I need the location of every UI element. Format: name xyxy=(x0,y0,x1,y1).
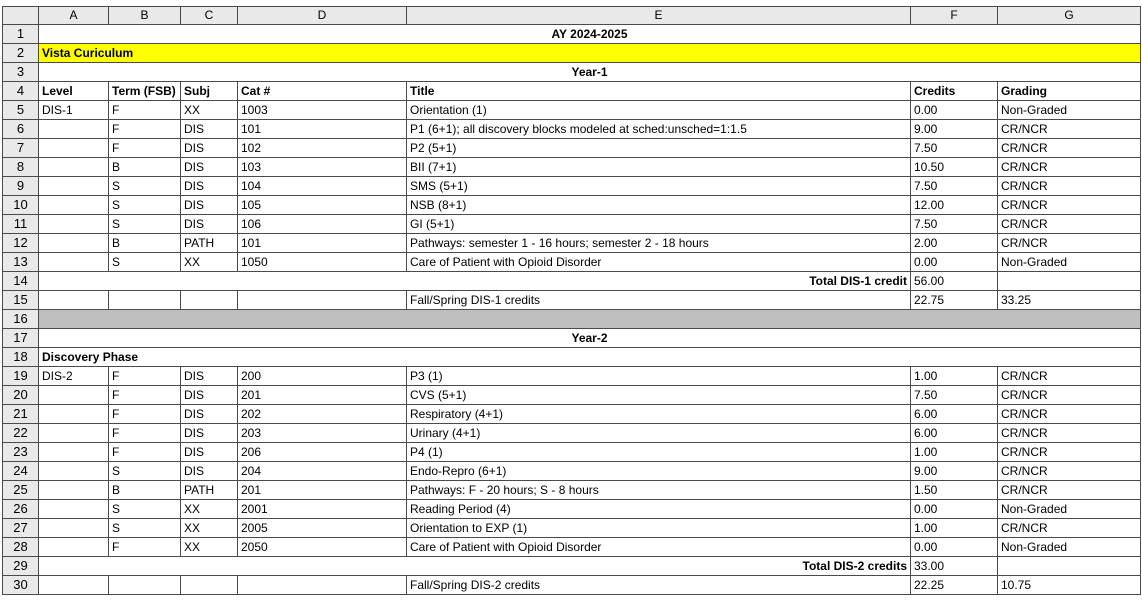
course-title-cell[interactable]: Respiratory (4+1) xyxy=(407,405,911,424)
row-header[interactable]: 18 xyxy=(3,348,39,367)
course-credits-cell[interactable]: 1.00 xyxy=(911,443,998,462)
empty-cell[interactable] xyxy=(109,291,181,310)
course-cat-cell[interactable]: 2005 xyxy=(238,519,407,538)
row-header[interactable]: 19 xyxy=(3,367,39,386)
course-grading-cell[interactable]: CR/NCR xyxy=(998,196,1141,215)
course-subj-cell[interactable]: DIS xyxy=(181,367,238,386)
fallspring-label-cell[interactable]: Fall/Spring DIS-2 credits xyxy=(407,576,911,595)
row-header[interactable]: 17 xyxy=(3,329,39,348)
course-row xyxy=(3,234,1141,253)
header-credits-cell[interactable]: Credits xyxy=(911,82,998,101)
row-header[interactable]: 22 xyxy=(3,424,39,443)
row-header[interactable]: 7 xyxy=(3,139,39,158)
header-term-cell[interactable]: Term (FSB) xyxy=(109,82,181,101)
course-grading-cell[interactable]: Non-Graded xyxy=(998,538,1141,557)
course-term-cell[interactable]: S xyxy=(109,500,181,519)
course-credits-cell[interactable]: 1.00 xyxy=(911,519,998,538)
course-level-cell[interactable]: DIS-2 xyxy=(39,367,109,386)
row-header[interactable]: 16 xyxy=(3,310,39,329)
course-row xyxy=(3,443,1141,462)
separator-row xyxy=(3,310,1141,329)
course-grading-cell[interactable]: CR/NCR xyxy=(998,234,1141,253)
spreadsheet xyxy=(0,6,1142,606)
course-subj-cell[interactable]: XX xyxy=(181,253,238,272)
course-term-cell[interactable]: F xyxy=(109,405,181,424)
course-credits-cell[interactable]: 7.50 xyxy=(911,177,998,196)
course-term-cell[interactable]: F xyxy=(109,101,181,120)
course-credits-cell[interactable]: 0.00 xyxy=(911,253,998,272)
course-title-cell[interactable]: GI (5+1) xyxy=(407,215,911,234)
course-title-cell[interactable]: Pathways: semester 1 - 16 hours; semester 2 - 18 hours xyxy=(407,234,911,253)
course-cat-cell[interactable]: 2001 xyxy=(238,500,407,519)
course-cat-cell[interactable]: 203 xyxy=(238,424,407,443)
course-term-cell[interactable]: S xyxy=(109,215,181,234)
row-header[interactable]: 20 xyxy=(3,386,39,405)
course-grading-cell[interactable]: Non-Graded xyxy=(998,500,1141,519)
course-title-cell[interactable]: P1 (6+1); all discovery blocks modeled at sched:unsched=1:1.5 xyxy=(407,120,911,139)
course-term-cell[interactable]: S xyxy=(109,196,181,215)
course-cat-cell[interactable]: 1003 xyxy=(238,101,407,120)
course-row xyxy=(3,405,1141,424)
column-header-d[interactable]: D xyxy=(238,7,407,25)
course-title-cell[interactable]: Care of Patient with Opioid Disorder xyxy=(407,538,911,557)
row-header[interactable]: 5 xyxy=(3,101,39,120)
course-title-cell[interactable]: Orientation to EXP (1) xyxy=(407,519,911,538)
header-subj-cell[interactable]: Subj xyxy=(181,82,238,101)
course-level-cell[interactable] xyxy=(39,500,109,519)
course-grading-cell[interactable]: CR/NCR xyxy=(998,519,1141,538)
year2-row xyxy=(3,329,1141,348)
course-grading-cell[interactable]: Non-Graded xyxy=(998,101,1141,120)
total-row xyxy=(3,272,1141,291)
course-grading-cell[interactable]: CR/NCR xyxy=(998,139,1141,158)
column-header-f[interactable]: F xyxy=(911,7,998,25)
course-subj-cell[interactable]: XX xyxy=(181,500,238,519)
course-term-cell[interactable]: B xyxy=(109,234,181,253)
row-header[interactable]: 21 xyxy=(3,405,39,424)
course-level-cell[interactable] xyxy=(39,177,109,196)
year1-row xyxy=(3,63,1141,82)
empty-cell[interactable] xyxy=(181,576,238,595)
column-header-g[interactable]: G xyxy=(998,7,1141,25)
course-level-cell[interactable]: DIS-1 xyxy=(39,101,109,120)
course-row xyxy=(3,101,1141,120)
course-term-cell[interactable]: B xyxy=(109,481,181,500)
course-term-cell[interactable]: F xyxy=(109,443,181,462)
course-term-cell[interactable]: S xyxy=(109,177,181,196)
header-row xyxy=(3,82,1141,101)
course-row xyxy=(3,158,1141,177)
sheet-title-cell[interactable]: AY 2024-2025 xyxy=(39,25,1141,44)
course-row xyxy=(3,538,1141,557)
total-row xyxy=(3,557,1141,576)
course-title-cell[interactable]: CVS (5+1) xyxy=(407,386,911,405)
course-level-cell[interactable] xyxy=(39,139,109,158)
course-subj-cell[interactable]: DIS xyxy=(181,443,238,462)
course-level-cell[interactable] xyxy=(39,120,109,139)
section-label-cell[interactable]: Vista Curiculum xyxy=(39,44,1141,63)
course-term-cell[interactable]: S xyxy=(109,253,181,272)
row-header[interactable]: 30 xyxy=(3,576,39,595)
row-header[interactable]: 14 xyxy=(3,272,39,291)
course-level-cell[interactable] xyxy=(39,519,109,538)
course-row xyxy=(3,500,1141,519)
course-credits-cell[interactable]: 0.00 xyxy=(911,538,998,557)
empty-cell[interactable] xyxy=(238,576,407,595)
total-value-cell[interactable]: 56.00 xyxy=(911,272,998,291)
row-header[interactable]: 27 xyxy=(3,519,39,538)
course-subj-cell[interactable]: DIS xyxy=(181,386,238,405)
course-term-cell[interactable]: F xyxy=(109,538,181,557)
course-cat-cell[interactable]: 204 xyxy=(238,462,407,481)
course-term-cell[interactable]: F xyxy=(109,139,181,158)
course-credits-cell[interactable]: 9.00 xyxy=(911,462,998,481)
course-subj-cell[interactable]: DIS xyxy=(181,424,238,443)
course-cat-cell[interactable]: 104 xyxy=(238,177,407,196)
select-all-corner[interactable] xyxy=(3,7,39,25)
course-term-cell[interactable]: S xyxy=(109,462,181,481)
row-header[interactable]: 9 xyxy=(3,177,39,196)
course-credits-cell[interactable]: 7.50 xyxy=(911,215,998,234)
course-title-cell[interactable]: P4 (1) xyxy=(407,443,911,462)
course-credits-cell[interactable]: 7.50 xyxy=(911,386,998,405)
phase-row xyxy=(3,348,1141,367)
course-credits-cell[interactable]: 2.00 xyxy=(911,234,998,253)
header-title-cell[interactable]: Title xyxy=(407,82,911,101)
empty-cell[interactable] xyxy=(181,291,238,310)
empty-cell[interactable] xyxy=(39,291,109,310)
row-header[interactable]: 12 xyxy=(3,234,39,253)
row-header[interactable]: 2 xyxy=(3,44,39,63)
row-header[interactable]: 1 xyxy=(3,25,39,44)
course-row xyxy=(3,386,1141,405)
course-level-cell[interactable] xyxy=(39,234,109,253)
course-credits-cell[interactable]: 6.00 xyxy=(911,424,998,443)
row-header[interactable]: 3 xyxy=(3,63,39,82)
course-subj-cell[interactable]: PATH xyxy=(181,234,238,253)
course-subj-cell[interactable]: XX xyxy=(181,538,238,557)
course-subj-cell[interactable]: DIS xyxy=(181,462,238,481)
course-subj-cell[interactable]: DIS xyxy=(181,405,238,424)
course-title-cell[interactable]: P2 (5+1) xyxy=(407,139,911,158)
course-grading-cell[interactable]: CR/NCR xyxy=(998,177,1141,196)
course-title-cell[interactable]: NSB (8+1) xyxy=(407,196,911,215)
course-term-cell[interactable]: F xyxy=(109,424,181,443)
course-cat-cell[interactable]: 102 xyxy=(238,139,407,158)
course-row xyxy=(3,215,1141,234)
row-header[interactable]: 26 xyxy=(3,500,39,519)
course-level-cell[interactable] xyxy=(39,462,109,481)
title-row xyxy=(3,25,1141,44)
course-title-cell[interactable]: Reading Period (4) xyxy=(407,500,911,519)
course-subj-cell[interactable]: PATH xyxy=(181,481,238,500)
course-row xyxy=(3,424,1141,443)
separator-band-cell[interactable] xyxy=(39,310,1141,329)
course-cat-cell[interactable]: 201 xyxy=(238,481,407,500)
course-grading-cell[interactable]: CR/NCR xyxy=(998,367,1141,386)
course-subj-cell[interactable]: DIS xyxy=(181,158,238,177)
course-cat-cell[interactable]: 101 xyxy=(238,234,407,253)
spreadsheet-grid xyxy=(2,6,1141,595)
course-grading-cell[interactable]: CR/NCR xyxy=(998,405,1141,424)
empty-cell[interactable] xyxy=(238,291,407,310)
course-subj-cell[interactable]: DIS xyxy=(181,139,238,158)
course-cat-cell[interactable]: 106 xyxy=(238,215,407,234)
grid-body xyxy=(3,7,1141,595)
course-level-cell[interactable] xyxy=(39,405,109,424)
row-header[interactable]: 15 xyxy=(3,291,39,310)
row-header[interactable]: 13 xyxy=(3,253,39,272)
course-title-cell[interactable]: Care of Patient with Opioid Disorder xyxy=(407,253,911,272)
course-grading-cell[interactable]: CR/NCR xyxy=(998,215,1141,234)
course-title-cell[interactable]: SMS (5+1) xyxy=(407,177,911,196)
year2-label-cell[interactable]: Year-2 xyxy=(39,329,1141,348)
course-credits-cell[interactable]: 0.00 xyxy=(911,101,998,120)
empty-cell[interactable] xyxy=(39,576,109,595)
course-cat-cell[interactable]: 101 xyxy=(238,120,407,139)
row-header[interactable]: 6 xyxy=(3,120,39,139)
empty-cell[interactable] xyxy=(109,576,181,595)
course-term-cell[interactable]: F xyxy=(109,367,181,386)
row-header[interactable]: 10 xyxy=(3,196,39,215)
course-level-cell[interactable] xyxy=(39,158,109,177)
fall-credits-cell[interactable]: 22.25 xyxy=(911,576,998,595)
course-subj-cell[interactable]: DIS xyxy=(181,177,238,196)
course-cat-cell[interactable]: 2050 xyxy=(238,538,407,557)
course-credits-cell[interactable]: 10.50 xyxy=(911,158,998,177)
course-title-cell[interactable]: BII (7+1) xyxy=(407,158,911,177)
column-header-b[interactable]: B xyxy=(109,7,181,25)
header-cat-cell[interactable]: Cat # xyxy=(238,82,407,101)
spring-credits-cell[interactable]: 33.25 xyxy=(998,291,1141,310)
course-grading-cell[interactable]: CR/NCR xyxy=(998,462,1141,481)
course-cat-cell[interactable]: 1050 xyxy=(238,253,407,272)
course-level-cell[interactable] xyxy=(39,443,109,462)
empty-cell[interactable] xyxy=(998,557,1141,576)
row-header[interactable]: 25 xyxy=(3,481,39,500)
row-header[interactable]: 4 xyxy=(3,82,39,101)
fall-credits-cell[interactable]: 22.75 xyxy=(911,291,998,310)
fallspring-row xyxy=(3,291,1141,310)
column-header-e[interactable]: E xyxy=(407,7,911,25)
course-row xyxy=(3,519,1141,538)
course-term-cell[interactable]: F xyxy=(109,386,181,405)
course-row xyxy=(3,253,1141,272)
course-cat-cell[interactable]: 202 xyxy=(238,405,407,424)
course-level-cell[interactable] xyxy=(39,215,109,234)
course-cat-cell[interactable]: 200 xyxy=(238,367,407,386)
course-term-cell[interactable]: F xyxy=(109,120,181,139)
course-credits-cell[interactable]: 7.50 xyxy=(911,139,998,158)
course-row xyxy=(3,120,1141,139)
course-subj-cell[interactable]: DIS xyxy=(181,215,238,234)
course-credits-cell[interactable]: 12.00 xyxy=(911,196,998,215)
course-subj-cell[interactable]: XX xyxy=(181,519,238,538)
course-cat-cell[interactable]: 201 xyxy=(238,386,407,405)
course-term-cell[interactable]: B xyxy=(109,158,181,177)
course-credits-cell[interactable]: 9.00 xyxy=(911,120,998,139)
row-header[interactable]: 23 xyxy=(3,443,39,462)
phase-label-cell[interactable]: Discovery Phase xyxy=(39,348,1141,367)
course-subj-cell[interactable]: DIS xyxy=(181,196,238,215)
row-header[interactable]: 28 xyxy=(3,538,39,557)
course-grading-cell[interactable]: CR/NCR xyxy=(998,386,1141,405)
row-header[interactable]: 8 xyxy=(3,158,39,177)
fallspring-row xyxy=(3,576,1141,595)
year1-label-cell[interactable]: Year-1 xyxy=(39,63,1141,82)
course-grading-cell[interactable]: CR/NCR xyxy=(998,424,1141,443)
course-grading-cell[interactable]: Non-Graded xyxy=(998,253,1141,272)
empty-cell[interactable] xyxy=(998,272,1141,291)
course-cat-cell[interactable]: 206 xyxy=(238,443,407,462)
column-header-c[interactable]: C xyxy=(181,7,238,25)
total-label-cell[interactable]: Total DIS-1 credit xyxy=(39,272,911,291)
course-cat-cell[interactable]: 103 xyxy=(238,158,407,177)
course-title-cell[interactable]: P3 (1) xyxy=(407,367,911,386)
course-level-cell[interactable] xyxy=(39,386,109,405)
course-row xyxy=(3,462,1141,481)
total-value-cell[interactable]: 33.00 xyxy=(911,557,998,576)
course-row xyxy=(3,367,1141,386)
fallspring-label-cell[interactable]: Fall/Spring DIS-1 credits xyxy=(407,291,911,310)
course-credits-cell[interactable]: 0.00 xyxy=(911,500,998,519)
course-level-cell[interactable] xyxy=(39,481,109,500)
header-level-cell[interactable]: Level xyxy=(39,82,109,101)
course-credits-cell[interactable]: 1.00 xyxy=(911,367,998,386)
course-title-cell[interactable]: Orientation (1) xyxy=(407,101,911,120)
column-header-a[interactable]: A xyxy=(39,7,109,25)
course-level-cell[interactable] xyxy=(39,196,109,215)
spring-credits-cell[interactable]: 10.75 xyxy=(998,576,1141,595)
course-row xyxy=(3,177,1141,196)
section-row xyxy=(3,44,1141,63)
course-row xyxy=(3,139,1141,158)
course-credits-cell[interactable]: 6.00 xyxy=(911,405,998,424)
row-header[interactable]: 29 xyxy=(3,557,39,576)
course-row xyxy=(3,196,1141,215)
header-grading-cell[interactable]: Grading xyxy=(998,82,1141,101)
course-grading-cell[interactable]: CR/NCR xyxy=(998,481,1141,500)
course-grading-cell[interactable]: CR/NCR xyxy=(998,158,1141,177)
total-label-cell[interactable]: Total DIS-2 credits xyxy=(39,557,911,576)
course-title-cell[interactable]: Urinary (4+1) xyxy=(407,424,911,443)
column-header-row xyxy=(3,7,1141,25)
course-grading-cell[interactable]: CR/NCR xyxy=(998,120,1141,139)
course-row xyxy=(3,481,1141,500)
course-title-cell[interactable]: Pathways: F - 20 hours; S - 8 hours xyxy=(407,481,911,500)
course-title-cell[interactable]: Endo-Repro (6+1) xyxy=(407,462,911,481)
course-subj-cell[interactable]: DIS xyxy=(181,120,238,139)
course-level-cell[interactable] xyxy=(39,253,109,272)
course-cat-cell[interactable]: 105 xyxy=(238,196,407,215)
course-subj-cell[interactable]: XX xyxy=(181,101,238,120)
course-credits-cell[interactable]: 1.50 xyxy=(911,481,998,500)
course-level-cell[interactable] xyxy=(39,424,109,443)
row-header[interactable]: 24 xyxy=(3,462,39,481)
course-term-cell[interactable]: S xyxy=(109,519,181,538)
row-header[interactable]: 11 xyxy=(3,215,39,234)
course-level-cell[interactable] xyxy=(39,538,109,557)
course-grading-cell[interactable]: CR/NCR xyxy=(998,443,1141,462)
